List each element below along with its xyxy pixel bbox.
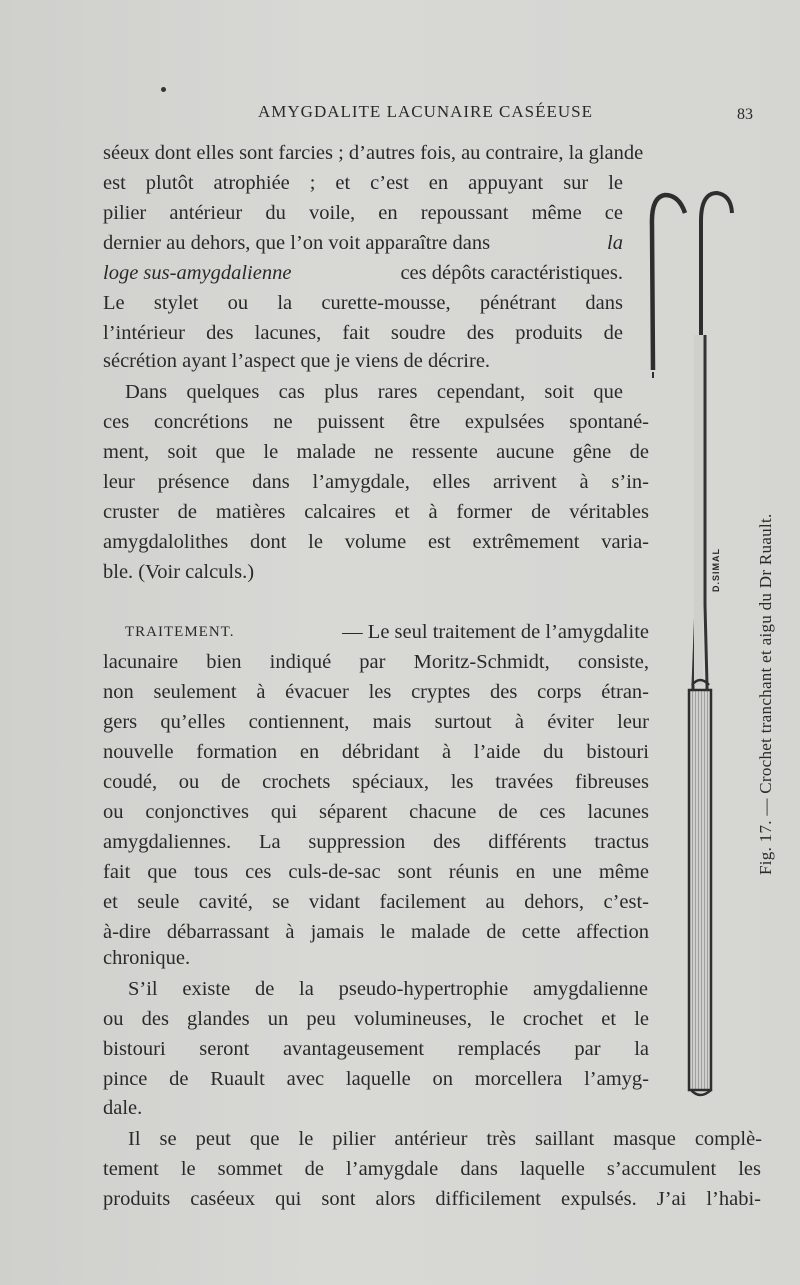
text-line	[125, 617, 649, 647]
line-text: Il se peut que le pilier antérieur très saillant masque complè-	[128, 1128, 762, 1150]
text-line	[103, 288, 623, 318]
text-line	[103, 407, 649, 437]
line-text: à-dire débarrassant à jamais le malade de cette affection	[103, 921, 649, 943]
line-text: séeux dont elles sont farcies ; d’autres fois, au contraire, la glande	[103, 142, 644, 164]
text-line	[103, 557, 254, 587]
text-line	[103, 797, 649, 827]
text-line	[103, 168, 623, 198]
section-heading: TRAITEMENT.	[125, 624, 235, 640]
line-text: coudé, ou de crochets spéciaux, les travées fibreuses	[103, 771, 649, 793]
engraver-signature: D.SIMAL	[711, 548, 721, 592]
line-text: pince de Ruault avec laquelle on morcellera l’amyg-	[103, 1068, 649, 1090]
line-text: Dans quelques cas plus rares cependant, soit que	[125, 381, 623, 403]
text-line	[103, 827, 649, 857]
page-header	[0, 100, 800, 130]
line-text: cruster de matières calcaires et à former de véritables	[103, 501, 649, 523]
line-text: ces dépôts caractéristiques.	[400, 262, 623, 284]
line-text: ment, soit que le malade ne ressente aucune gêne de	[103, 441, 649, 463]
italic-term: loge sus-amygdalienne	[103, 262, 292, 284]
line-text: bistouri seront avantageusement remplacés par la	[103, 1038, 649, 1060]
line-text: non seulement à évacuer les cryptes des corps étran-	[103, 681, 649, 703]
line-text: tement le sommet de l’amygdale dans laquelle s’accumulent les	[103, 1158, 761, 1180]
line-text: nouvelle formation en débridant à l’aide du bistouri	[103, 741, 649, 763]
text-line	[103, 1093, 142, 1123]
line-text: — Le seul traitement de l’amygdalite	[342, 621, 649, 643]
text-line	[128, 974, 648, 1004]
line-text: amygdaliennes. La suppression des différents tractus	[103, 831, 649, 853]
text-line	[103, 346, 490, 376]
text-line	[103, 1034, 649, 1064]
line-text: sécrétion ayant l’aspect que je viens de décrire.	[103, 350, 491, 372]
line-text: dale.	[103, 1097, 143, 1119]
text-line	[103, 198, 623, 228]
text-line	[103, 467, 649, 497]
text-line	[103, 1064, 649, 1094]
text-line	[103, 1154, 761, 1184]
line-text: fait que tous ces culs-de-sac sont réunis en une même	[103, 861, 649, 883]
text-line	[103, 228, 623, 258]
line-text: lacunaire bien indiqué par Moritz-Schmidt, consiste,	[103, 651, 649, 673]
text-line	[103, 943, 190, 973]
text-line	[103, 1184, 761, 1214]
text-line	[103, 857, 649, 887]
line-text: Le stylet ou la curette-mousse, pénétrant dans	[103, 292, 623, 314]
line-text: ble. (Voir calculs.)	[103, 561, 255, 583]
line-text: ou conjonctives qui séparent chacune de ces lacunes	[103, 801, 649, 823]
figure-caption: Fig. 17. — Crochet tranchant et aigu du Dr Ruault.	[756, 513, 775, 875]
line-text: ces concrétions ne puissent être expulsées spontané-	[103, 411, 649, 433]
text-line	[103, 737, 649, 767]
line-text: S’il existe de la pseudo-hypertrophie amygdalienne	[128, 978, 648, 1000]
line-text: gers qu’elles contiennent, mais surtout à éviter leur	[103, 711, 649, 733]
text-line	[103, 437, 649, 467]
line-text: ou des glandes un peu volumineuses, le crochet et le	[103, 1008, 649, 1030]
line-text: l’intérieur des lacunes, fait soudre des produits de	[103, 322, 623, 344]
line-text: dernier au dehors, que l’on voit apparaître dans	[103, 232, 491, 254]
text-line	[103, 318, 623, 348]
text-line	[103, 677, 649, 707]
line-text: chronique.	[103, 947, 191, 969]
text-line	[103, 138, 757, 168]
surgical-hook-illustration	[635, 185, 745, 1105]
text-line	[103, 767, 649, 797]
line-text: est plutôt atrophiée ; et c’est en appuyant sur le	[103, 172, 623, 194]
ink-speck	[161, 87, 166, 92]
text-line	[128, 1124, 762, 1154]
line-text: et seule cavité, se vidant facilement au dehors, c’est-	[103, 891, 649, 913]
line-text: pilier antérieur du voile, en repoussant même ce	[103, 202, 623, 224]
text-line	[103, 707, 649, 737]
text-line	[103, 1004, 649, 1034]
text-line	[103, 258, 623, 288]
text-line	[103, 497, 649, 527]
text-line	[125, 377, 623, 407]
line-text: produits caséeux qui sont alors difficilement expulsés. J’ai l’habi-	[103, 1188, 761, 1210]
line-text: amygdalolithes dont le volume est extrêmement varia-	[103, 531, 649, 553]
italic-word: la	[607, 232, 623, 254]
line-text: leur présence dans l’amygdale, elles arrivent à s’in-	[103, 471, 649, 493]
text-line	[103, 647, 649, 677]
text-line	[103, 887, 649, 917]
running-title: AMYGDALITE LACUNAIRE CASÉEUSE	[258, 102, 593, 121]
page-number: 83	[737, 106, 753, 123]
text-line	[103, 527, 649, 557]
